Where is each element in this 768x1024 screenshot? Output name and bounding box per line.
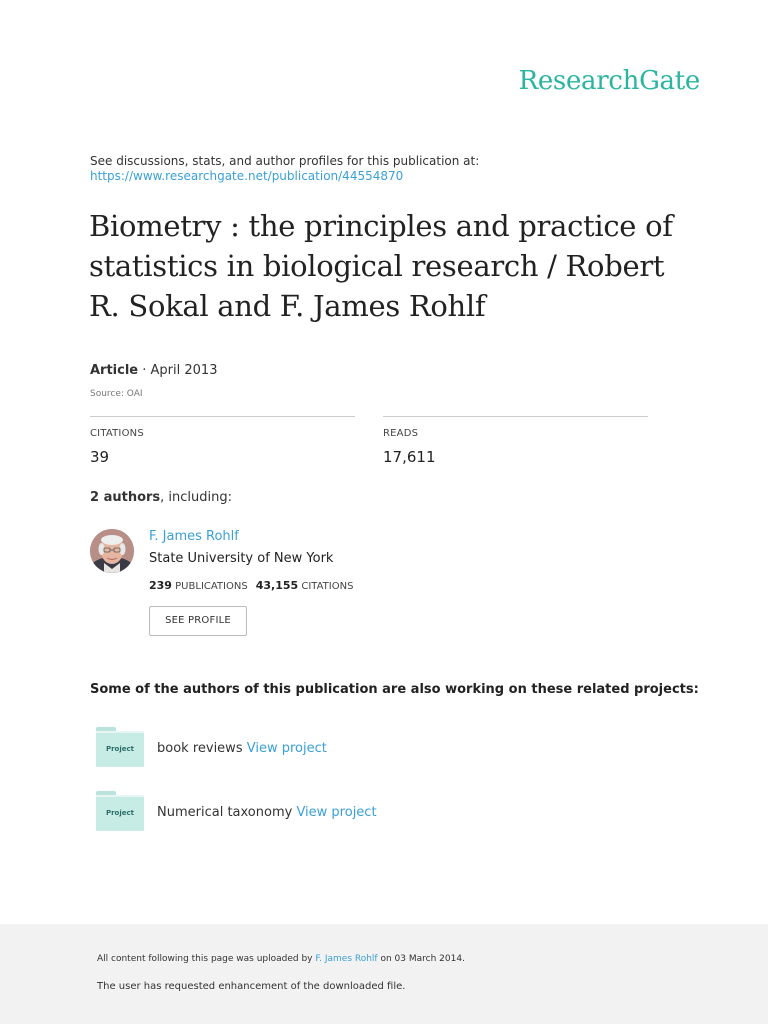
publication-title: Biometry : the principles and practice of statistics in biological research / Robert R. Sokal and F. James Rohlf: [89, 209, 673, 323]
citations-label: CITATIONS: [90, 428, 144, 439]
view-project-link[interactable]: View project: [246, 741, 327, 756]
author-publications-label: PUBLICATIONS: [175, 581, 248, 592]
citations-stat: [90, 416, 355, 466]
author-name-link[interactable]: F. James Rohlf: [149, 529, 239, 544]
enhancement-note: The user has requested enhancement of the downloaded file.: [97, 981, 406, 992]
project-folder-icon[interactable]: [96, 791, 144, 831]
project-name: book reviews: [157, 741, 243, 756]
publication-type: Article: [90, 363, 139, 378]
project-name: Numerical taxonomy: [157, 805, 293, 820]
project-folder-icon[interactable]: [96, 727, 144, 767]
project-folder-label: Project: [105, 745, 135, 753]
author-stats: [149, 579, 353, 592]
publication-url-link[interactable]: https://www.researchgate.net/publication/44554870: [90, 169, 404, 183]
intro-text: See discussions, stats, and author profiles for this publication at:: [90, 154, 480, 168]
author-publications-value: 239: [149, 579, 172, 592]
author-avatar[interactable]: [90, 529, 134, 573]
project-folder-label: Project: [105, 809, 135, 817]
author-citations-label: CITATIONS: [301, 581, 354, 592]
reads-label: READS: [383, 428, 419, 439]
footer: [0, 924, 768, 1024]
see-profile-button[interactable]: SEE PROFILE: [149, 606, 247, 636]
upload-info: [97, 954, 465, 964]
reads-value: 17,611: [383, 448, 436, 466]
publication-meta: [90, 363, 217, 378]
author-institution: State University of New York: [149, 551, 334, 566]
author-photo-image: [90, 529, 134, 573]
authors-summary: [90, 490, 232, 505]
intro-block: [90, 154, 479, 184]
citations-value: 39: [90, 448, 110, 466]
view-project-link[interactable]: View project: [296, 805, 377, 820]
author-citations-value: 43,155: [255, 579, 299, 592]
project-text: [157, 805, 377, 820]
meta-separator: ·: [138, 363, 151, 378]
authors-suffix: , including:: [160, 490, 233, 505]
publication-date: April 2013: [150, 363, 218, 378]
researchgate-logo[interactable]: ResearchGate: [518, 66, 700, 96]
project-text: [157, 741, 327, 756]
publication-source: Source: OAI: [90, 389, 143, 399]
upload-suffix: on 03 March 2014.: [380, 954, 465, 964]
authors-count: 2 authors: [90, 490, 161, 505]
uploader-link[interactable]: F. James Rohlf: [315, 954, 378, 964]
reads-stat: [383, 416, 648, 466]
upload-prefix: All content following this page was uploaded by: [97, 954, 313, 964]
related-projects-heading: Some of the authors of this publication are also working on these related projects:: [90, 682, 699, 697]
